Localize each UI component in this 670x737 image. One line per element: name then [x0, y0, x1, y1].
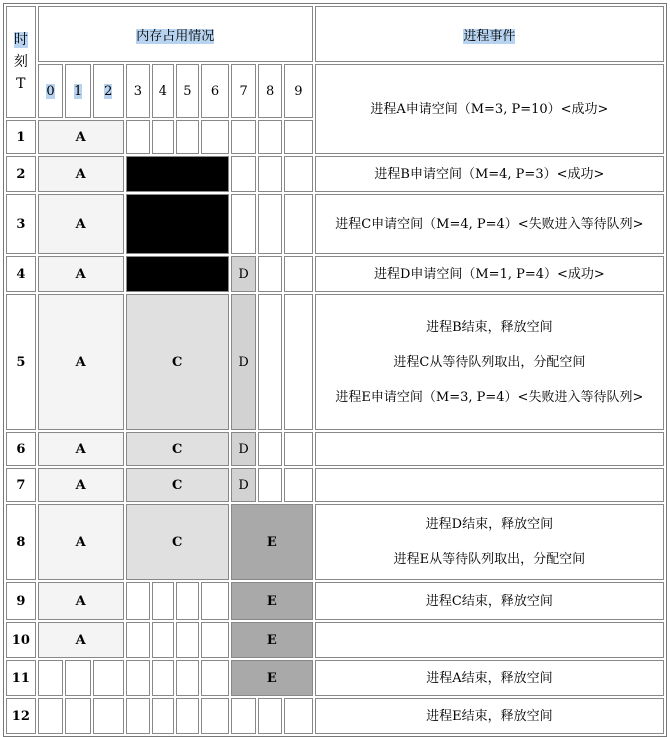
memory-block-b: B [126, 156, 229, 192]
memory-cell-empty [258, 432, 282, 466]
memory-block-a: A [38, 504, 124, 580]
time-cell: 10 [6, 622, 36, 658]
memory-cell-empty [201, 660, 229, 696]
time-cell: 5 [6, 294, 36, 430]
memory-block-a: A [38, 156, 124, 192]
column-number-9: 9 [284, 64, 313, 118]
memory-cell-empty [152, 120, 174, 154]
column-number-2: 2 [93, 64, 124, 118]
table-row [6, 622, 664, 658]
memory-block-a: A [38, 194, 124, 254]
table-row [6, 582, 664, 620]
memory-cell-empty [93, 660, 124, 696]
table-row [6, 432, 664, 466]
memory-cell-empty [152, 582, 174, 620]
time-cell: 1 [6, 120, 36, 154]
time-cell: 11 [6, 660, 36, 696]
table-row [6, 294, 664, 430]
memory-cell-empty [258, 294, 282, 430]
process-event-header: 进程事件 [315, 6, 664, 62]
event-cell-10 [315, 622, 664, 658]
memory-allocation-table [3, 3, 667, 737]
memory-cell-empty [258, 194, 282, 254]
column-number-3: 3 [126, 64, 151, 118]
event-text: 进程C结束，释放空间 [425, 593, 553, 609]
memory-block-a: A [38, 294, 124, 430]
event-text: 进程E申请空间（M=3, P=4）<失败进入等待队列> [335, 389, 644, 405]
event-text: 进程E从等待队列取出，分配空间 [393, 552, 586, 567]
memory-cell-empty [201, 582, 229, 620]
table-row [6, 698, 664, 734]
memory-block-c: C [126, 294, 229, 430]
event-cell-2 [315, 156, 664, 192]
memory-cell-empty [201, 120, 229, 154]
column-number-1: 1 [65, 64, 91, 118]
memory-block-a: A [38, 256, 124, 292]
memory-block-e: E [231, 660, 313, 696]
memory-cell-empty [176, 622, 200, 658]
memory-cell-empty [284, 156, 313, 192]
event-cell-8 [315, 504, 664, 580]
event-text: 进程D申请空间（M=1, P=4）<成功> [373, 266, 605, 282]
memory-cell-empty [176, 120, 200, 154]
memory-cell-empty [284, 194, 313, 254]
event-text: 进程C从等待队列取出，分配空间 [393, 354, 586, 370]
memory-cell-empty [258, 468, 282, 502]
memory-cell-empty [231, 194, 257, 254]
memory-block-a: A [38, 120, 124, 154]
memory-block-a: A [38, 468, 124, 502]
memory-cell-empty [38, 698, 64, 734]
time-cell: 9 [6, 582, 36, 620]
memory-cell-empty [152, 660, 174, 696]
column-number-7: 7 [231, 64, 257, 118]
memory-block-a: A [38, 582, 124, 620]
event-text: 进程C申请空间（M=4, P=4）<失败进入等待队列> [335, 216, 644, 232]
memory-cell-empty [93, 698, 124, 734]
column-number-5: 5 [176, 64, 200, 118]
memory-cell-empty [176, 698, 200, 734]
column-number-row [6, 64, 664, 118]
memory-cell-empty [126, 698, 151, 734]
event-text: 进程B结束，释放空间 [426, 319, 553, 335]
table-row [6, 504, 664, 580]
header-row [6, 6, 664, 62]
time-cell: 2 [6, 156, 36, 192]
memory-cell-empty [258, 256, 282, 292]
memory-cell-empty [65, 660, 91, 696]
memory-block-c: C [126, 504, 229, 580]
time-cell: 3 [6, 194, 36, 254]
table-row [6, 468, 664, 502]
memory-cell-empty [284, 120, 313, 154]
event-text: 进程D结束，释放空间 [425, 517, 554, 532]
event-cell-5 [315, 294, 664, 430]
table-row [6, 156, 664, 192]
memory-usage-header: 内存占用情况 [38, 6, 313, 62]
memory-cell-empty [284, 698, 313, 734]
memory-block-d: D [231, 432, 257, 466]
event-cell-11 [315, 660, 664, 696]
memory-cell-empty [176, 660, 200, 696]
column-number-4: 4 [152, 64, 174, 118]
memory-block-a: A [38, 432, 124, 466]
time-cell: 12 [6, 698, 36, 734]
memory-cell-empty [284, 256, 313, 292]
column-number-6: 6 [201, 64, 229, 118]
memory-block-d: D [231, 294, 257, 430]
memory-block-c: C [126, 432, 229, 466]
memory-cell-empty [258, 120, 282, 154]
event-cell-7 [315, 468, 664, 502]
event-cell-3 [315, 194, 664, 254]
table-row [6, 256, 664, 292]
memory-block-c: C [126, 468, 229, 502]
memory-cell-empty [38, 660, 64, 696]
event-cell-9 [315, 582, 664, 620]
time-cell: 4 [6, 256, 36, 292]
memory-cell-empty [258, 156, 282, 192]
memory-cell-empty [152, 622, 174, 658]
time-cell: 7 [6, 468, 36, 502]
memory-cell-empty [126, 622, 151, 658]
time-header: 时 刻 T [6, 6, 36, 118]
event-cell-1 [315, 64, 664, 154]
memory-block-e: E [231, 622, 313, 658]
memory-block-b: B [126, 194, 229, 254]
memory-cell-empty [126, 582, 151, 620]
event-text: 进程A结束，释放空间 [426, 670, 553, 686]
memory-block-b: B [126, 256, 229, 292]
memory-cell-empty [65, 698, 91, 734]
memory-cell-empty [176, 582, 200, 620]
table-body [6, 6, 664, 734]
memory-block-d: D [231, 256, 257, 292]
event-cell-6 [315, 432, 664, 466]
memory-cell-empty [126, 120, 151, 154]
time-cell: 8 [6, 504, 36, 580]
event-text: 进程B申请空间（M=4, P=3）<成功> [374, 166, 605, 182]
memory-block-e: E [231, 504, 313, 580]
column-number-8: 8 [258, 64, 282, 118]
memory-cell-empty [284, 432, 313, 466]
memory-cell-empty [284, 294, 313, 430]
event-text: 进程E结束，释放空间 [426, 708, 553, 724]
memory-allocation-table-wrapper [3, 3, 667, 737]
memory-block-a: A [38, 622, 124, 658]
event-cell-12 [315, 698, 664, 734]
memory-block-e: E [231, 582, 313, 620]
table-row [6, 194, 664, 254]
memory-cell-empty [126, 660, 151, 696]
column-number-0: 0 [38, 64, 64, 118]
memory-cell-empty [152, 698, 174, 734]
memory-cell-empty [201, 698, 229, 734]
time-cell: 6 [6, 432, 36, 466]
event-text: 进程A申请空间（M=3, P=10）<成功> [370, 101, 609, 117]
event-cell-4 [315, 256, 664, 292]
table-row [6, 660, 664, 696]
memory-cell-empty [284, 468, 313, 502]
memory-cell-empty [231, 698, 257, 734]
memory-cell-empty [258, 698, 282, 734]
memory-cell-empty [231, 120, 257, 154]
memory-cell-empty [201, 622, 229, 658]
memory-cell-empty [231, 156, 257, 192]
memory-block-d: D [231, 468, 257, 502]
